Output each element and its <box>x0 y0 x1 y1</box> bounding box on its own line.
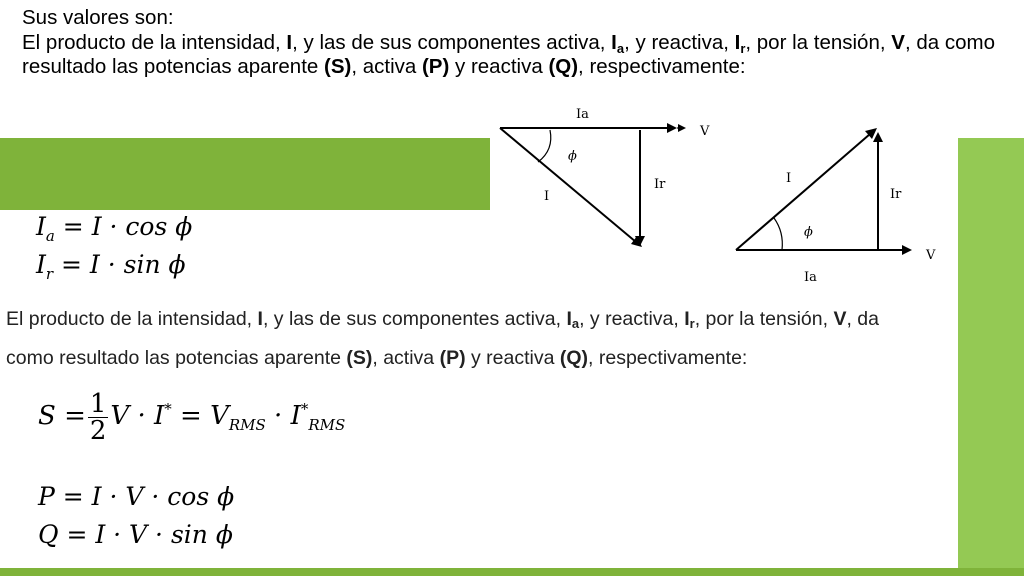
s-sub-rms-1: RMS <box>228 416 266 434</box>
formula-p: P = I · V · cos ϕ <box>38 482 235 511</box>
label-ia-right: Ia <box>804 270 817 285</box>
intro-text-f: , activa <box>351 55 422 78</box>
pasted-Ir: I <box>684 308 690 330</box>
pasted-text-b: , y las de sus componentes activa, <box>262 308 567 330</box>
formula-q: Q = I · V · sin ϕ <box>38 520 233 549</box>
ia-sub: a <box>45 227 55 245</box>
intro-text-b: , y las de sus componentes activa, <box>292 30 612 54</box>
label-v-left: V <box>700 124 710 139</box>
formula-s <box>38 388 345 444</box>
label-v-right: V <box>926 248 936 263</box>
intro-text-g: y reactiva <box>449 55 549 78</box>
intro-Ia-sub: a <box>616 40 625 56</box>
label-phi-left: ϕ <box>568 149 577 164</box>
pasted-S: (S) <box>346 347 373 369</box>
ia-lhs: I <box>36 212 46 241</box>
intro-text-c: , y reactiva, <box>624 30 735 54</box>
intro-V: V <box>891 30 905 54</box>
angle-arc-right <box>774 218 782 250</box>
pasted-text-a: El producto de la intensidad, <box>6 308 258 330</box>
pasted-text-i: , respectivamente: <box>588 347 748 369</box>
label-i-left: I <box>544 189 550 204</box>
fraction-one-half <box>88 388 109 446</box>
phasor-diagrams <box>492 104 952 288</box>
pasted-text-d: , por la tensión, <box>694 308 834 330</box>
diagram-panel <box>492 104 952 288</box>
ir-rhs: I · sin ϕ <box>89 250 186 279</box>
s-eq: = V <box>171 401 229 431</box>
intro-S: (S) <box>324 55 352 78</box>
intro-Ir: I <box>734 30 741 54</box>
right-phasor-triangle <box>736 128 936 285</box>
angle-arc-left <box>538 130 551 162</box>
label-ia-left: Ia <box>576 107 589 122</box>
formula-ir: $I_r = I \cdot \sin \phi$ <box>36 250 186 283</box>
s-star: * <box>164 400 172 418</box>
green-band-left <box>0 138 490 210</box>
green-band-bottom <box>0 568 1024 576</box>
s-lhs: S = <box>38 401 86 431</box>
intro-text-h: , respectivamente: <box>578 55 746 78</box>
ir-sub: r <box>45 265 54 283</box>
intro-text-a: El producto de la intensidad, <box>22 30 287 54</box>
intro-Q: (Q) <box>548 55 579 78</box>
formula-ia: $I_a = I \cdot \cos \phi$ <box>36 212 193 245</box>
ia-arrowhead <box>667 123 677 133</box>
intro-heading: Sus valores son: <box>22 6 174 29</box>
pasted-line-2 <box>6 339 946 378</box>
pasted-text-e: , da <box>846 308 879 330</box>
pasted-Ia-sub: a <box>571 316 580 331</box>
fraction-denominator: 2 <box>89 415 107 446</box>
intro-paragraph <box>22 31 1012 80</box>
i-vector-right <box>736 134 870 250</box>
fraction-numerator: 1 <box>89 388 107 419</box>
s-star-2: * <box>300 400 309 418</box>
label-ir-right: Ir <box>890 187 902 202</box>
pasted-text-g: , activa <box>372 347 440 369</box>
s-mid: V · I <box>110 401 165 431</box>
intro-text-d: , por la tensión, <box>745 30 892 54</box>
green-band-right <box>958 138 1024 576</box>
intro-Ia: I <box>611 30 617 54</box>
intro-text <box>22 6 1012 80</box>
label-phi-right: ϕ <box>804 225 813 240</box>
ia-rhs: I · cos ϕ <box>91 212 193 241</box>
pasted-Ir-sub: r <box>689 316 695 331</box>
s-dot: · I <box>265 401 301 431</box>
intro-Ir-sub: r <box>740 40 746 56</box>
label-i-right: I <box>786 171 792 186</box>
ir-lhs: I <box>36 250 46 279</box>
v-arrowhead-right <box>902 245 912 255</box>
pasted-text-h: y reactiva <box>465 347 560 369</box>
left-phasor-triangle <box>500 107 710 247</box>
intro-text-e: , da como resultado las potencias aparente <box>22 30 995 78</box>
intro-P: (P) <box>421 55 450 78</box>
i-vector-left <box>500 128 636 242</box>
pasted-text-f: como resultado las potencias aparente <box>6 347 347 369</box>
pasted-Q: (Q) <box>559 347 589 369</box>
pasted-V: V <box>833 308 847 330</box>
pasted-P: (P) <box>439 347 466 369</box>
pasted-line-1 <box>6 300 946 339</box>
pasted-paragraph <box>6 300 946 378</box>
label-ir-left: Ir <box>654 177 666 192</box>
intro-I: I <box>286 30 293 54</box>
pasted-text-c: , y reactiva, <box>579 308 685 330</box>
pasted-Ia: I <box>566 308 572 330</box>
s-sub-rms-2: RMS <box>308 416 346 434</box>
pasted-I: I <box>257 308 263 330</box>
v-arrowhead-left <box>678 124 686 132</box>
